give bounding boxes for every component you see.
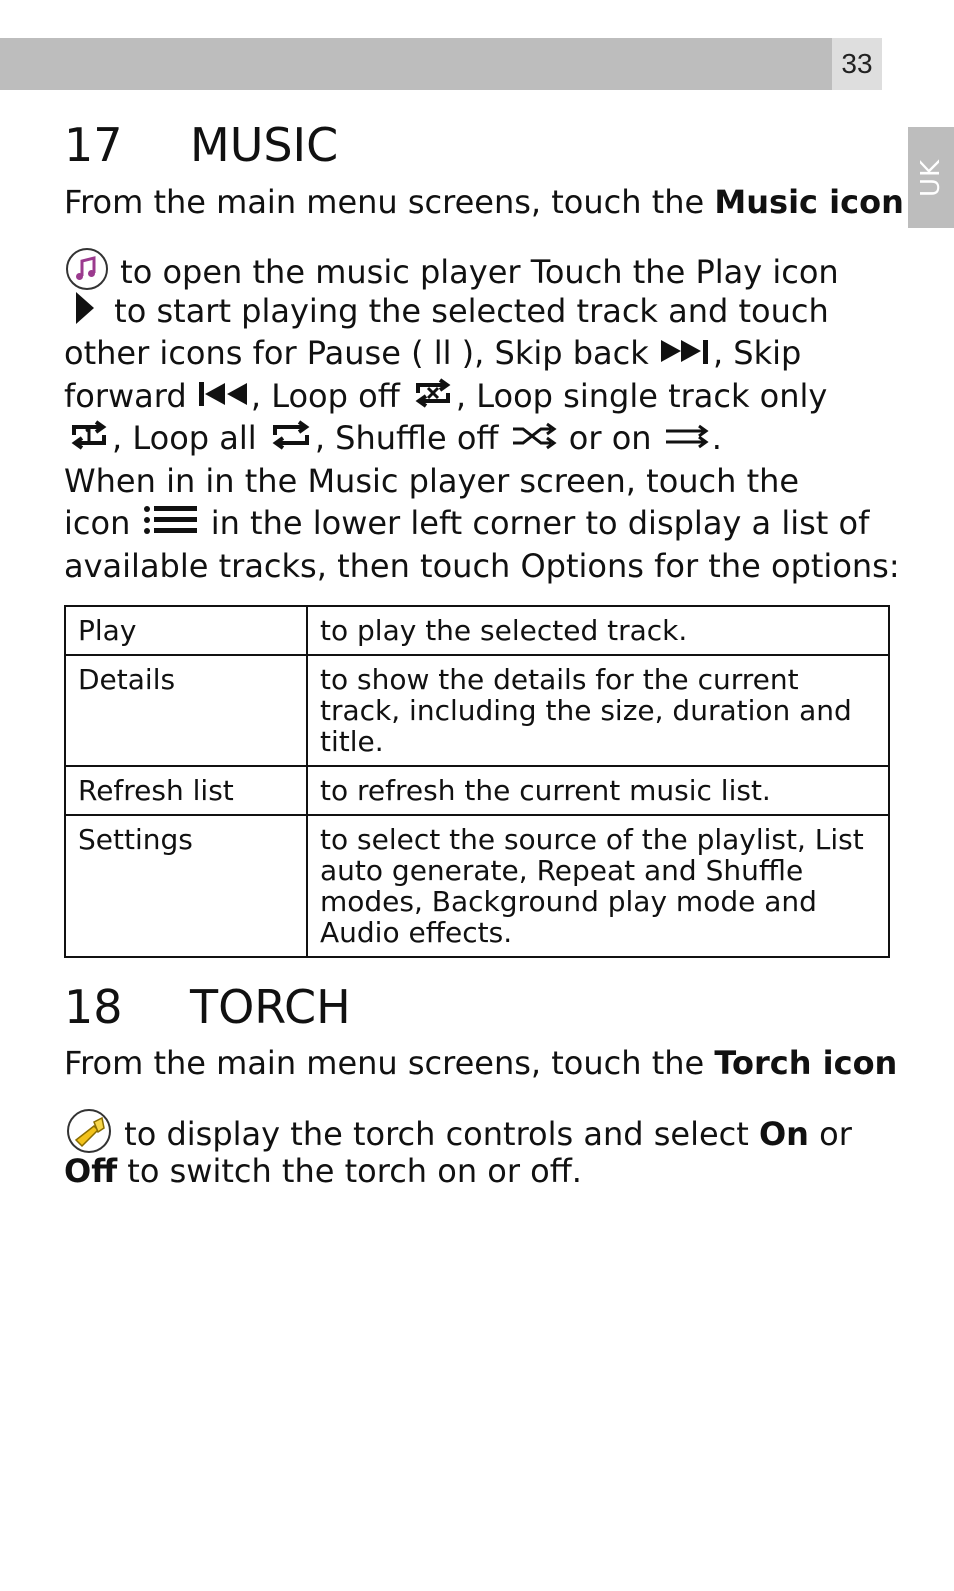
skip-back-icon	[659, 334, 713, 376]
music-line-8-text-b: in the lower left corner to display a list of	[200, 504, 870, 542]
music-line-6-text-b: , Shuffle off	[314, 419, 509, 457]
option-description: to refresh the current music list.	[307, 766, 889, 815]
music-line-7: When in in the Music player screen, touch the	[64, 462, 800, 500]
music-line-5	[64, 375, 827, 419]
option-name: Settings	[65, 815, 307, 957]
language-tab	[908, 127, 954, 228]
music-line-3-text: to start playing the selected track and touch	[104, 292, 829, 330]
music-line-4-text-b: , Skip	[712, 334, 802, 372]
torch-heading-title: TORCH	[190, 980, 351, 1034]
torch-heading-number: 18	[64, 980, 123, 1034]
music-line-3	[64, 290, 829, 336]
option-name: Play	[65, 606, 307, 655]
music-line-6-text-d: .	[711, 419, 722, 457]
music-line-8	[64, 502, 869, 547]
option-description: to play the selected track.	[307, 606, 889, 655]
skip-forward-icon	[197, 377, 251, 419]
music-line-6-text-c: or on	[558, 419, 662, 457]
torch-on-label: On	[758, 1115, 809, 1153]
torch-line-3	[64, 1150, 582, 1192]
torch-line-1	[64, 1042, 897, 1084]
header-bar	[0, 38, 832, 90]
music-heading-title: MUSIC	[190, 118, 339, 172]
table-row	[65, 766, 889, 815]
options-table	[64, 605, 890, 958]
language-tab-label: UK	[916, 158, 946, 197]
music-line-5-text-a: forward	[64, 377, 197, 415]
music-line-4-text-a: other icons for Pause ( ll ), Skip back	[64, 334, 659, 372]
option-description: to show the details for the current track, including the size, duration and title.	[307, 655, 889, 766]
music-line-6	[64, 417, 722, 461]
option-name: Refresh list	[65, 766, 307, 815]
music-line-9: available tracks, then touch Options for the options:	[64, 547, 900, 585]
loop-off-icon	[410, 377, 456, 419]
loop-single-icon	[64, 419, 112, 461]
shuffle-on-icon	[662, 419, 712, 461]
play-icon	[64, 290, 104, 336]
table-row	[65, 815, 889, 957]
loop-all-icon	[267, 419, 315, 461]
music-icon-label: Music icon	[714, 183, 904, 221]
option-name: Details	[65, 655, 307, 766]
table-row	[65, 655, 889, 766]
torch-icon-label: Torch icon	[714, 1044, 898, 1082]
music-line-6-text-a: , Loop all	[112, 419, 267, 457]
torch-heading	[64, 980, 351, 1034]
torch-line-1-text: From the main menu screens, touch the	[64, 1044, 715, 1082]
option-description: to select the source of the playlist, List auto generate, Repeat and Shuffle modes, Background play mode and Audio effects.	[307, 815, 889, 957]
torch-line-2-text-a: to display the torch controls and select	[114, 1115, 759, 1153]
music-line-1	[64, 181, 904, 223]
music-line-5-text-c: , Loop single track only	[455, 377, 828, 415]
music-line-8-text-a: icon	[64, 504, 141, 542]
torch-line-3-text: to switch the torch on or off.	[117, 1152, 582, 1190]
torch-line-2-text-b: or	[808, 1115, 852, 1153]
music-line-2-text: to open the music player Touch the Play icon	[110, 253, 839, 291]
music-line-5-text-b: , Loop off	[250, 377, 410, 415]
music-line-1-text: From the main menu screens, touch the	[64, 183, 715, 221]
table-row	[65, 606, 889, 655]
music-heading	[64, 118, 338, 172]
music-line-4	[64, 332, 801, 376]
torch-off-label: Off	[64, 1152, 118, 1190]
music-heading-number: 17	[64, 118, 123, 172]
shuffle-off-icon	[509, 419, 559, 461]
list-icon	[141, 503, 201, 547]
page-number: 33	[832, 38, 882, 90]
